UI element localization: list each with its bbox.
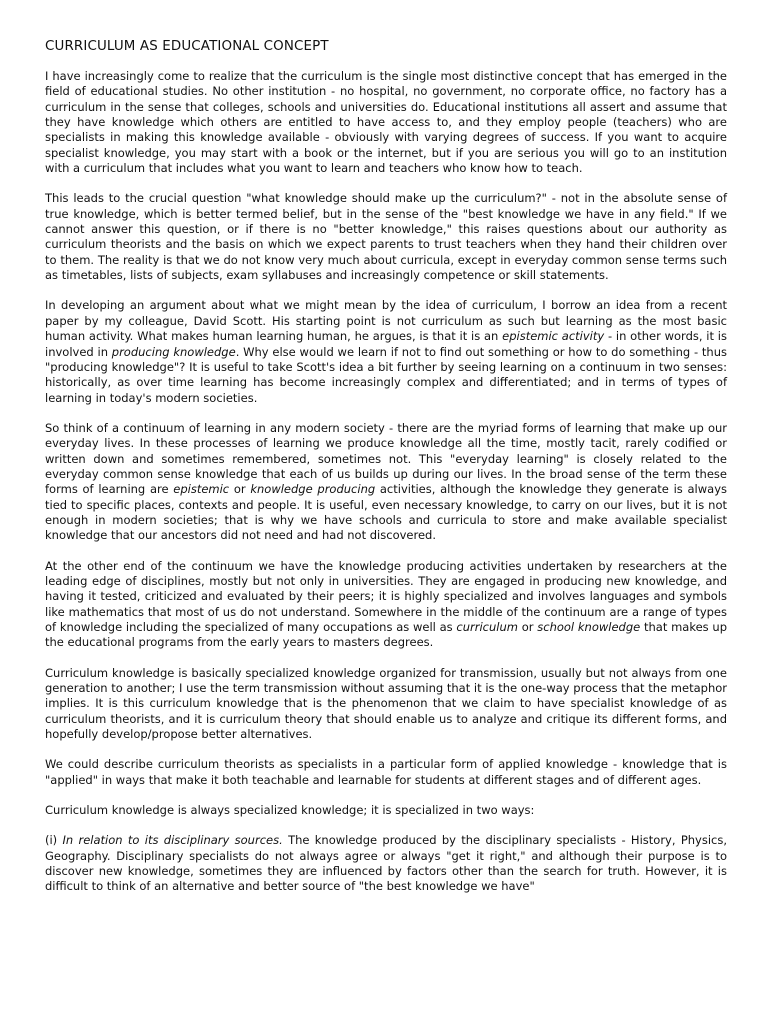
text-run: or — [517, 620, 538, 634]
text-run: or — [229, 482, 251, 497]
text-run: This leads to the crucial question "what knowledge should make up the curriculum?" - not in the absolute sense of true knowledge, which is better termed belief, but in the sense of the "best knowledge we have in any field." If we cannot answer this question, or if there is no "better knowledge," this raises questions about our authority as curriculum theorists and the basis on which we expect parents to trust teachers when they hand their children over to them. The reality is that we do not know very much about curricula, except in everyday common sense terms such as timetables, lists of subjects, exam syllabuses and increasingly competence or skill statements. — [45, 191, 727, 283]
paragraph — [45, 666, 727, 743]
paragraph — [45, 298, 727, 405]
text-run: activities, although the knowledge they generate is always tied to specific places, contexts and people. It is useful, even necessary knowledge, to carry on our lives, but it is not enough in modern societies; that is why we have schools and curricula to store and make available specialist knowledge that our ancestors did not need and had not discovered. — [45, 482, 727, 543]
text-run: In developing an argument about what we might mean by the idea of curriculum, I borrow an idea from a recent paper by my colleague, David Scott. His starting point is not curriculum as such but learning as the most basic human activity. What makes human learning human, he argues, is that it is an — [45, 298, 727, 344]
text-run: The knowledge produced by the disciplinary specialists - History, Physics, Geography. Disciplinary specialists do not always agree or always "get it right," and although their purpose is to discover new knowledge, sometimes they are influenced by factors other than the search for truth. However, it is difficult to think of an alternative and better source of "the best knowledge we have" — [45, 833, 728, 894]
italic-text: school knowledge — [537, 620, 641, 634]
text-run: At the other end of the continuum we have the knowledge producing activities undertaken by researchers at the leading edge of disciplines, mostly but not only in universities. They are engaged in producing new knowledge, and having it tested, criticized and evaluated by their peers; it is highly specialized and involves languages and symbols like mathematics that most of us do not understand. Somewhere in the middle of the continuum are a range of types of knowledge including the specialized of many occupations as well as — [45, 558, 727, 634]
paragraph — [45, 191, 727, 283]
paragraph — [45, 559, 727, 651]
paragraph — [45, 757, 727, 788]
paragraph — [45, 69, 727, 176]
document-body — [45, 69, 727, 895]
text-run: . Why else would we learn if not to find out something or how to do something - thus "producing knowledge"? It is useful to take Scott's idea a bit further by seeing learning on a continuum in two senses: historically, as over time learning has become increasingly complex and differentiated; and in terms of types of learning in today's modern societies. — [45, 344, 728, 405]
document-title: CURRICULUM AS EDUCATIONAL CONCEPT — [45, 39, 329, 54]
italic-text: producing knowledge — [111, 344, 236, 359]
paragraph — [45, 803, 727, 818]
text-run: So think of a continuum of learning in any modern society - there are the myriad forms of learning that make up our everyday lives. In these processes of learning we produce knowledge all the time, mostly tacit, rarely codified or written down and sometimes remembered, sometimes not. This "everyday learning" is closely related to the everyday common sense knowledge that each of us builds up during our lives. In the broad sense of the term these forms of learning are — [45, 420, 727, 497]
paragraph — [45, 833, 727, 894]
paragraph — [45, 421, 727, 544]
text-run: Curriculum knowledge is basically specialized knowledge organized for transmission, usually but not always from one generation to another; I use the term transmission without assuming that it is the one-way process that the metaphor implies. It is this curriculum knowledge that is the phenomenon that we claim to have specialist knowledge of as curriculum theorists, and it is curriculum theory that should enable us to analyze and critique its different forms, and hopefully develop/propose better alternatives. — [45, 665, 727, 742]
text-run: - in other words, it is involved in — [45, 329, 727, 359]
text-run: that makes up the educational programs from the early years to masters degrees. — [45, 620, 727, 650]
document-page — [45, 38, 727, 910]
text-run: (i) — [45, 833, 63, 848]
text-run: Curriculum knowledge is always specialized knowledge; it is specialized in two ways: — [45, 803, 535, 818]
text-run: We could describe curriculum theorists as specialists in a particular form of applied knowledge - knowledge that is "applied" in ways that make it both teachable and learnable for students at different stages and of different ages. — [45, 757, 727, 787]
italic-text: knowledge producing — [250, 482, 376, 497]
text-run: I have increasingly come to realize that the curriculum is the single most distinctive concept that has emerged in the field of educational studies. No other institution - no hospital, no government, no corporate office, no factory has a curriculum in the sense that colleges, schools and universities do. Educational institutions all assert and assume that they have knowledge which others are entitled to have access to, and they employ people (teachers) who are specialists in making this knowledge available - obviously with varying degrees of success. If you want to acquire specialist knowledge, you may start with a book or the internet, but if you are serious you will go to an institution with a curriculum that includes what you want to learn and teachers who know how to teach. — [45, 69, 727, 176]
italic-text: curriculum — [456, 620, 518, 634]
italic-text: In relation to its disciplinary sources. — [62, 833, 283, 848]
italic-text: epistemic — [173, 482, 230, 497]
italic-text: epistemic activity — [502, 329, 605, 344]
